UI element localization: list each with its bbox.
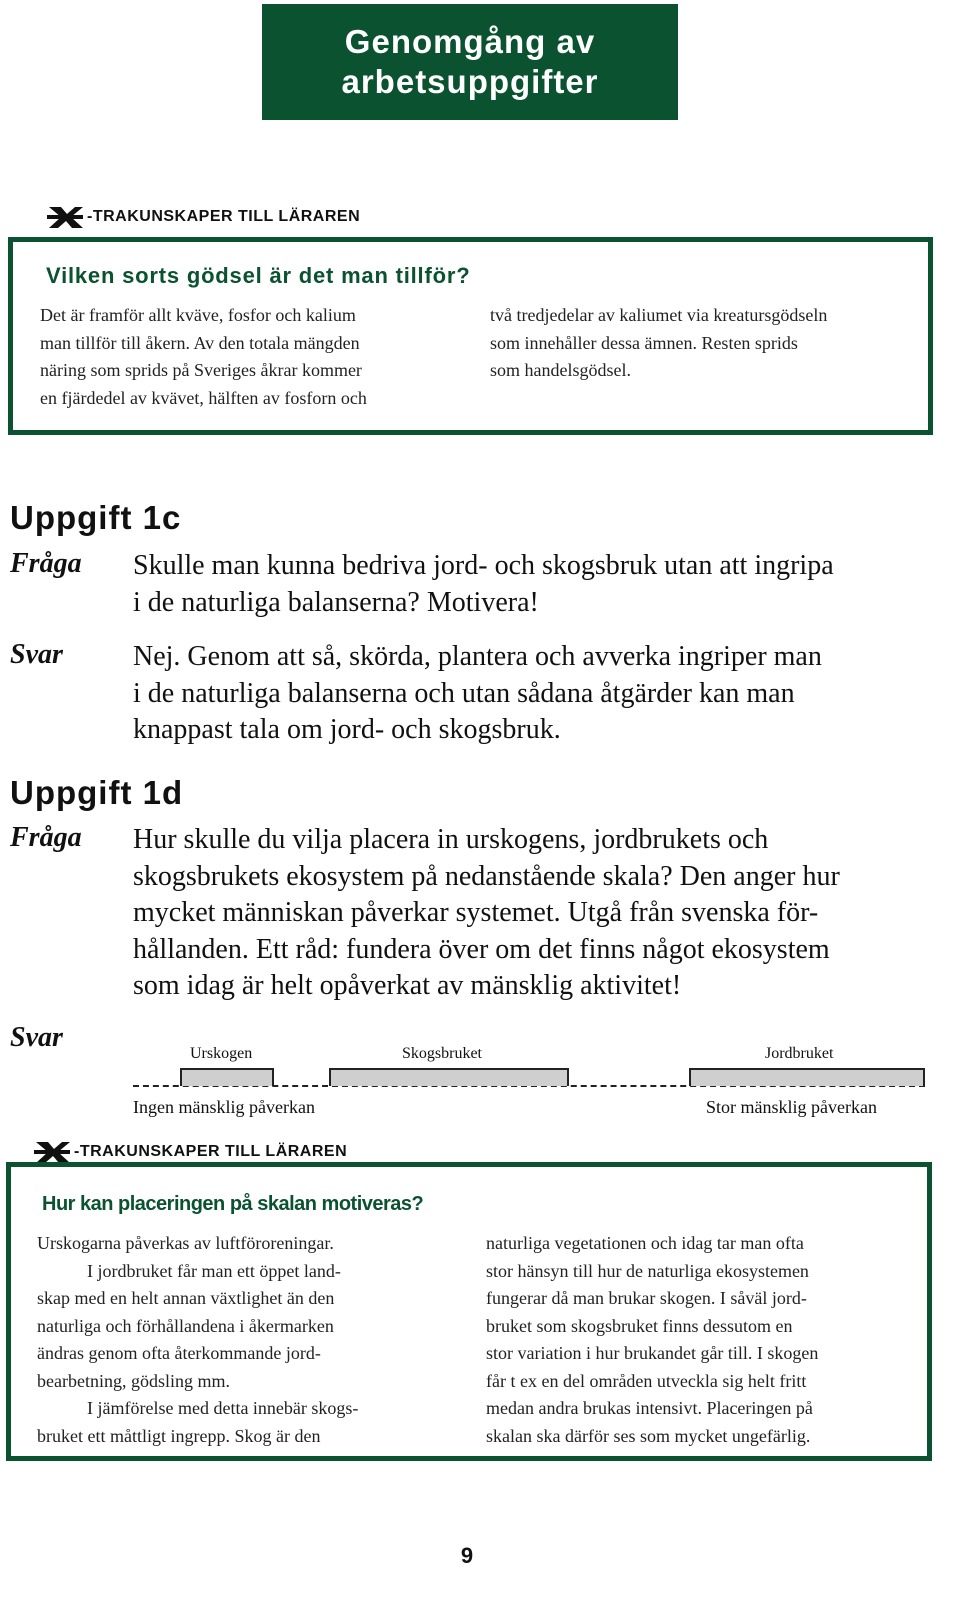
teacher-ribbon-label: -TRAKUNSKAPER TILL LÄRAREN	[87, 208, 361, 225]
scale-label-urskogen: Urskogen	[190, 1045, 253, 1062]
scale-label-jordbruket: Jordbruket	[765, 1045, 834, 1062]
teacher-box-heading: Hur kan placeringen på skalan motiveras?	[42, 1193, 424, 1215]
scale-right-end: Stor mänsklig påverkan	[706, 1097, 877, 1117]
answer-label: Svar	[10, 639, 63, 670]
text-line: stor hänsyn till hur de naturliga ekosystemen	[486, 1260, 809, 1281]
question-label: Fråga	[10, 548, 82, 579]
x-logo-icon	[47, 204, 85, 230]
teacher-box-left-column	[40, 302, 445, 412]
scale-marker-skogsbruket	[329, 1068, 569, 1086]
task-1d-title: Uppgift 1d	[10, 774, 184, 811]
text-line: fungerar då man brukar skogen. I såväl jord-	[486, 1288, 807, 1308]
text-line: skalan ska därför ses som mycket ungefärlig.	[486, 1425, 811, 1446]
text-line: i de naturliga balanserna och utan sådana åtgärder kan man	[133, 677, 795, 709]
text-line: Det är framför allt kväve, fosfor och kalium	[40, 305, 356, 325]
text-line: Hur skulle du vilja placera in urskogens, jordbrukets och	[133, 824, 769, 855]
teacher-ribbon	[47, 204, 360, 230]
text-line: skogsbrukets ekosystem på nedanstående skala? Den anger hur	[133, 860, 840, 892]
text-line: som innehåller dessa ämnen. Resten sprids	[490, 332, 798, 353]
text-line: bruket som skogsbruket finns dessutom en	[486, 1315, 793, 1336]
text-line: näring som sprids på Sveriges åkrar kommer	[40, 360, 362, 380]
text-line: Nej. Genom att så, skörda, plantera och avverka ingriper man	[133, 641, 822, 672]
text-line: bearbetning, gödsling mm.	[37, 1370, 230, 1391]
teacher-box-right-column	[486, 1230, 906, 1450]
answer-label: Svar	[10, 1022, 63, 1053]
answer-text	[133, 639, 919, 749]
scale-marker-jordbruket	[689, 1068, 925, 1086]
text-line: man tillför till åkern. Av den totala mängden	[40, 332, 360, 353]
text-line: hållanden. Ett råd: fundera över om det finns något ekosystem	[133, 933, 830, 965]
teacher-info-box	[8, 237, 933, 435]
text-line: naturliga vegetationen och idag tar man ofta	[486, 1233, 804, 1253]
teacher-ribbon-label: -TRAKUNSKAPER TILL LÄRAREN	[74, 1143, 348, 1160]
text-line: skap med en helt annan växtlighet än den	[37, 1288, 335, 1308]
question-text	[133, 822, 919, 1005]
scale-marker-urskogen	[180, 1068, 274, 1086]
text-line: en fjärdedel av kvävet, hälften av fosforn och	[40, 387, 367, 408]
question-label: Fråga	[10, 822, 82, 853]
text-line: mycket människan påverkar systemet. Utgå från svenska för-	[133, 897, 819, 928]
page-header	[262, 4, 678, 120]
text-line: I jämförelse med detta innebär skogs-	[87, 1398, 359, 1418]
task-1c-title: Uppgift 1c	[10, 499, 182, 536]
teacher-info-box	[6, 1162, 932, 1461]
text-line: naturliga och förhållandena i åkermarken	[37, 1315, 334, 1336]
question-text	[133, 548, 919, 621]
text-line: Skulle man kunna bedriva jord- och skogsbruk utan att ingripa	[133, 550, 834, 581]
text-line: i de naturliga balanserna? Motivera!	[133, 586, 539, 618]
text-line: stor variation i hur brukandet går till. I skogen	[486, 1343, 819, 1363]
header-title-line1: Genomgång av	[344, 23, 596, 60]
text-line: två tredjedelar av kaliumet via kreatursgödseln	[490, 305, 828, 325]
text-line: bruket ett måttligt ingrepp. Skog är den	[37, 1425, 321, 1446]
scale-label-skogsbruket: Skogsbruket	[402, 1045, 482, 1062]
text-line: Urskogarna påverkas av luftföroreningar.	[37, 1233, 334, 1253]
teacher-box-right-column	[490, 302, 908, 385]
text-line: medan andra brukas intensivt. Placeringen på	[486, 1398, 813, 1418]
text-line: knappast tala om jord- och skogsbruk.	[133, 714, 561, 745]
teacher-box-heading: Vilken sorts gödsel är det man tillför?	[46, 263, 471, 288]
text-line: I jordbruket får man ett öppet land-	[87, 1260, 341, 1281]
text-line: som idag är helt opåverkat av mänsklig aktivitet!	[133, 970, 682, 1001]
text-line: som handelsgödsel.	[490, 360, 631, 380]
header-title-line2: arbetsuppgifter	[341, 63, 599, 100]
text-line: får t ex en del områden utveckla sig helt fritt	[486, 1370, 807, 1391]
text-line: ändras genom ofta återkommande jord-	[37, 1343, 321, 1363]
teacher-box-left-column	[37, 1230, 443, 1450]
page-number: 9	[460, 1543, 474, 1568]
scale-left-end: Ingen mänsklig påverkan	[133, 1097, 315, 1117]
